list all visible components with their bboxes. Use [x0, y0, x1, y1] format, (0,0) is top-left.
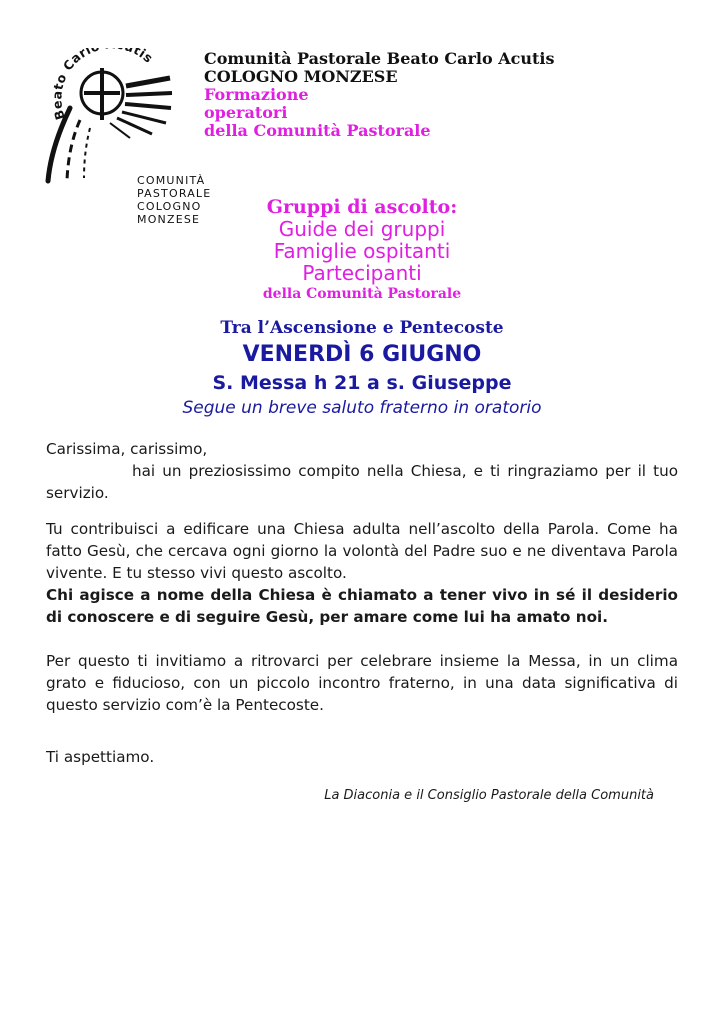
title-sub: della Comunità Pastorale	[262, 286, 462, 302]
letter-greeting-block	[46, 438, 678, 504]
letter-paragraph-2-bold: Chi agisce a nome della Chiesa è chiamato a tener vivo in sé il desiderio di conoscere e di seguire Gesù, per amare come lui ha amato noi.	[46, 586, 678, 626]
logo-line-2: PASTORALE	[137, 187, 212, 200]
header-formazione: Formazione	[204, 85, 309, 104]
event-period: Tra l’Ascensione e Pentecoste	[220, 318, 504, 338]
letter-greeting: Carissima, carissimo,	[46, 440, 208, 458]
community-logo	[40, 48, 212, 226]
letter-paragraph-2: Tu contribuisci a edificare una Chiesa adulta nell’ascolto della Parola. Come ha fatto Gesù, che cercava ogni giorno la volontà del Padre suo e ne diventava Parola vivente. E tu stesso vivi questo ascolto.	[46, 520, 678, 582]
title-heading: Gruppi di ascolto:	[266, 196, 458, 218]
logo-arc-text: Beato Carl tis	[49, 48, 157, 122]
letter-closing: Ti aspettiamo.	[46, 748, 155, 766]
logo-line-3: COLOGNO	[137, 200, 202, 213]
title-item-famiglie: Famiglie ospitanti	[273, 239, 451, 263]
page-header	[204, 50, 555, 140]
header-city: COLOGNO MONZESE	[204, 67, 398, 86]
logo-emblem-icon	[40, 48, 180, 188]
title-item-guide: Guide dei gruppi	[278, 217, 446, 241]
signature: La Diaconia e il Consiglio Pastorale della Comunità	[324, 788, 654, 803]
title-item-partecipanti: Partecipanti	[302, 261, 422, 285]
logo-line-4: MONZESE	[137, 213, 201, 226]
event-date: VENERDÌ 6 GIUGNO	[242, 342, 482, 367]
header-community-name: Comunità Pastorale Beato Carlo Acutis	[204, 49, 555, 68]
letter-paragraph-3: Per questo ti invitiamo a ritrovarci per celebrare insieme la Messa, in un clima grato e fiducioso, con un piccolo incontro fraterno, in una data significativa di questo servizio com’è la Pentecoste.	[46, 652, 678, 714]
header-comunita: della Comunità Pastorale	[204, 121, 431, 140]
letter-paragraph-2-block	[46, 518, 678, 628]
header-operatori: operatori	[204, 103, 288, 122]
logo-line-1: COMUNITÀ	[137, 174, 206, 187]
event-note: Segue un breve saluto fraterno in oratorio	[182, 398, 542, 418]
event-mass: S. Messa h 21 a s. Giuseppe	[212, 372, 512, 394]
letter-paragraph-1: hai un preziosissimo compito nella Chiesa, e ti ringraziamo per il tuo servizio.	[46, 462, 678, 502]
